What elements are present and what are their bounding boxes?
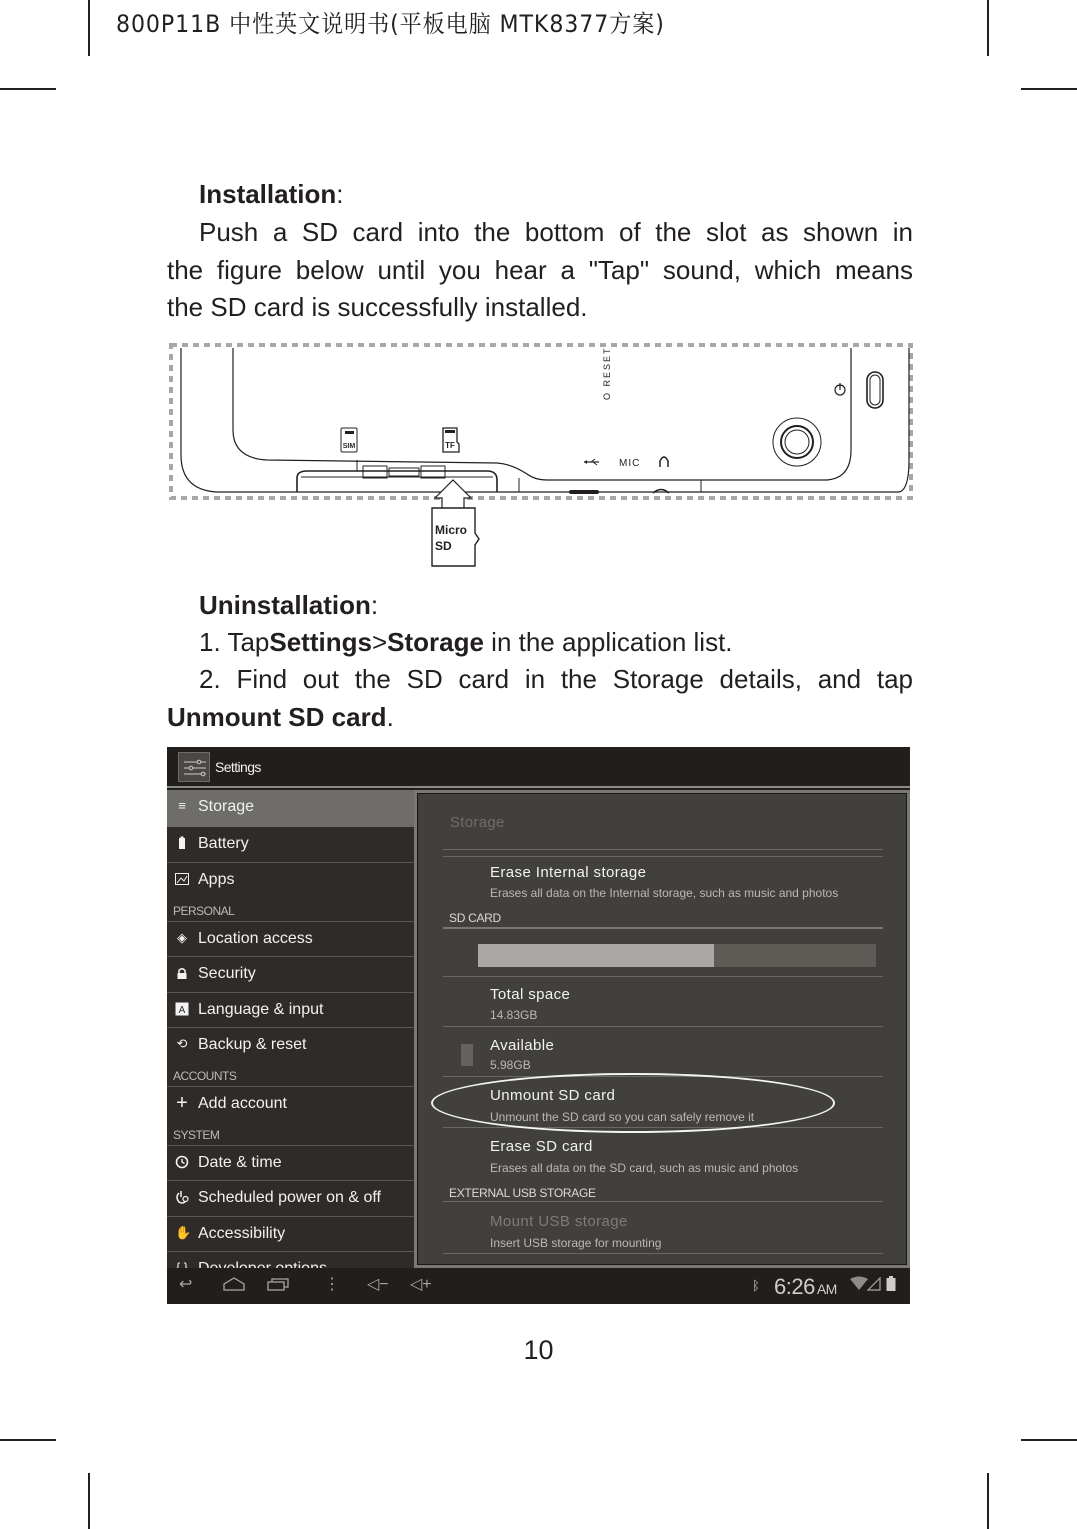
uninstallation-step-1: [167, 624, 913, 661]
plus-icon: +: [176, 1092, 188, 1114]
sidebar-item-apps[interactable]: [167, 862, 414, 897]
sidebar-item-backup-reset[interactable]: [167, 1027, 414, 1062]
uninstallation-step-2-line-2: [167, 699, 913, 736]
section-accounts: ACCOUNTS: [173, 1069, 237, 1083]
crop-mark: [0, 88, 56, 90]
uninstallation-step-2-line-1: 2. Find out the SD card in the Storage details, and tap: [199, 664, 913, 694]
storage-used-segment: [478, 944, 714, 967]
document-header-title: 800P11B 中性英文说明书(平板电脑 MTK8377方案): [116, 10, 665, 38]
crop-mark: [88, 0, 90, 56]
separator: >: [371, 627, 388, 657]
sidebar-item-storage[interactable]: [167, 790, 414, 827]
sidebar-item-label: Location access: [198, 930, 313, 947]
svg-text:MIC: MIC: [619, 458, 641, 469]
sidebar-item-label: Apps: [198, 871, 235, 888]
clock-time: 6:26: [774, 1274, 815, 1299]
installation-line-3: the SD card is successfully installed.: [167, 292, 588, 322]
bluetooth-icon: ᛒ: [752, 1278, 760, 1293]
divider: [443, 1026, 883, 1027]
pref-value: 14.83GB: [490, 1008, 538, 1022]
sidebar-item-label: Accessibility: [198, 1225, 286, 1242]
uninstallation-heading: [167, 587, 913, 624]
divider: [443, 927, 883, 929]
clock-ampm: AM: [816, 1281, 837, 1297]
apps-icon: [175, 872, 189, 886]
crop-mark: [1021, 88, 1077, 90]
accessibility-icon: ✋: [175, 1225, 192, 1240]
period: .: [386, 702, 394, 732]
colon: :: [336, 179, 344, 209]
arrow-up-icon: [435, 480, 471, 508]
sidebar-item-label: Backup & reset: [198, 1036, 307, 1053]
svg-text:SIM: SIM: [342, 443, 356, 450]
pref-title: Total space: [490, 986, 571, 1003]
crop-mark: [987, 1473, 989, 1529]
sidebar-item-label: Storage: [198, 798, 255, 815]
pref-title: Unmount SD card: [490, 1087, 616, 1104]
divider: [443, 1253, 883, 1254]
action-bar: [167, 747, 910, 788]
sim-icon: [341, 428, 357, 452]
sidebar-item-label: Battery: [198, 835, 249, 852]
divider: [443, 856, 883, 857]
svg-text:O RESET: O RESET: [602, 346, 612, 400]
unmount-sd-card-term: Unmount SD card: [167, 702, 387, 732]
sidebar-item-battery[interactable]: [167, 827, 414, 862]
location-icon: ◈: [177, 930, 187, 945]
installation-heading-text: Installation: [199, 179, 337, 209]
pref-title: Erase Internal storage: [490, 864, 647, 881]
pref-title: Available: [490, 1037, 555, 1054]
svg-text:Micro: Micro: [435, 523, 468, 537]
installation-line-2: the figure below until you hear a "Tap" sound, which means: [167, 255, 913, 285]
crop-mark: [1021, 1439, 1077, 1441]
lock-icon: [175, 966, 189, 980]
wifi-icon: [850, 1277, 868, 1296]
menu-icon[interactable]: ⋮: [324, 1276, 340, 1293]
sidebar-item-location-access[interactable]: [167, 921, 414, 956]
battery-icon: [175, 836, 189, 850]
divider: [443, 976, 883, 977]
pref-title: Erase SD card: [490, 1138, 593, 1155]
power-icon: [835, 383, 845, 395]
crop-mark: [88, 1473, 90, 1529]
battery-icon: [886, 1276, 896, 1297]
sidebar-item-accessibility[interactable]: [167, 1216, 414, 1251]
installation-line-1: Push a SD card into the bottom of the slot as shown in: [199, 217, 913, 247]
sidebar-item-label: Security: [198, 965, 256, 982]
step-1-suffix: in the application list.: [483, 627, 733, 657]
divider: [443, 1201, 883, 1202]
storage-pane: [417, 793, 907, 1265]
installation-heading: [167, 176, 913, 213]
colon: :: [370, 590, 379, 620]
storage-pane-frame: [414, 790, 910, 1268]
step-1-prefix: 1. Tap: [199, 627, 270, 657]
sidebar-item-label: Language & input: [198, 1001, 324, 1018]
section-sd-card: SD CARD: [449, 911, 501, 925]
back-icon[interactable]: ↩: [179, 1276, 193, 1293]
tf-card-icon: [443, 428, 459, 452]
pref-summary: Erases all data on the Internal storage, such as music and photos: [490, 886, 839, 900]
pref-summary: Erases all data on the SD card, such as music and photos: [490, 1161, 799, 1175]
sidebar-item-security[interactable]: [167, 956, 414, 991]
language-icon: [175, 1002, 189, 1016]
tablet-sd-slot-diagram: [167, 340, 915, 572]
pref-summary: Insert USB storage for mounting: [490, 1236, 662, 1250]
headphone-icon: [660, 457, 668, 467]
pane-title: Storage: [450, 814, 505, 831]
backup-icon: ⟲: [176, 1036, 188, 1051]
scheduled-power-icon: [175, 1190, 189, 1204]
svg-text:A: A: [178, 1005, 186, 1016]
crop-mark: [987, 0, 989, 56]
settings-sliders-icon[interactable]: [178, 752, 210, 782]
micro-sd-card-icon: [432, 508, 479, 566]
status-clock: [774, 1274, 837, 1300]
settings-sidebar: [167, 790, 414, 1268]
sidebar-item-add-account[interactable]: [167, 1086, 414, 1121]
signal-icon: [867, 1277, 881, 1296]
pref-summary: Unmount the SD card so you can safely remove it: [490, 1110, 755, 1124]
usb-icon: [584, 459, 599, 465]
system-navigation-bar: [167, 1268, 910, 1304]
volume-down-icon[interactable]: ◁−: [367, 1276, 389, 1293]
divider: [443, 849, 883, 850]
home-icon[interactable]: [223, 1276, 245, 1297]
sidebar-item-label: Date & time: [198, 1154, 282, 1171]
sidebar-item-label: Add account: [198, 1095, 287, 1112]
storage-usage-bar: [478, 944, 876, 967]
section-system: SYSTEM: [173, 1128, 220, 1142]
pref-value: 5.98GB: [490, 1058, 531, 1072]
settings-term: Settings: [269, 627, 372, 657]
section-personal: PERSONAL: [173, 904, 235, 918]
crop-mark: [0, 1439, 56, 1441]
sidebar-item-date-time[interactable]: [167, 1145, 414, 1180]
available-color-swatch: [461, 1044, 473, 1066]
svg-text:SD: SD: [435, 539, 452, 553]
volume-up-icon[interactable]: ◁+: [410, 1276, 432, 1293]
page-number: 10: [523, 1335, 554, 1365]
settings-screenshot: [167, 747, 910, 1304]
action-bar-title: Settings: [215, 759, 261, 775]
storage-term: Storage: [387, 627, 484, 657]
sidebar-item-label: Scheduled power on & off: [198, 1189, 381, 1206]
svg-text:TF: TF: [445, 441, 455, 450]
highlight-ellipse: [431, 1073, 835, 1133]
storage-icon: ≡: [178, 798, 186, 813]
sidebar-item-scheduled-power[interactable]: [167, 1180, 414, 1215]
sidebar-item-language-input[interactable]: [167, 992, 414, 1027]
pref-title: Mount USB storage: [490, 1213, 628, 1230]
section-external-usb-storage: EXTERNAL USB STORAGE: [449, 1186, 596, 1200]
clock-icon: [175, 1155, 189, 1169]
uninstallation-heading-text: Uninstallation: [199, 590, 371, 620]
recents-icon[interactable]: [267, 1276, 289, 1297]
